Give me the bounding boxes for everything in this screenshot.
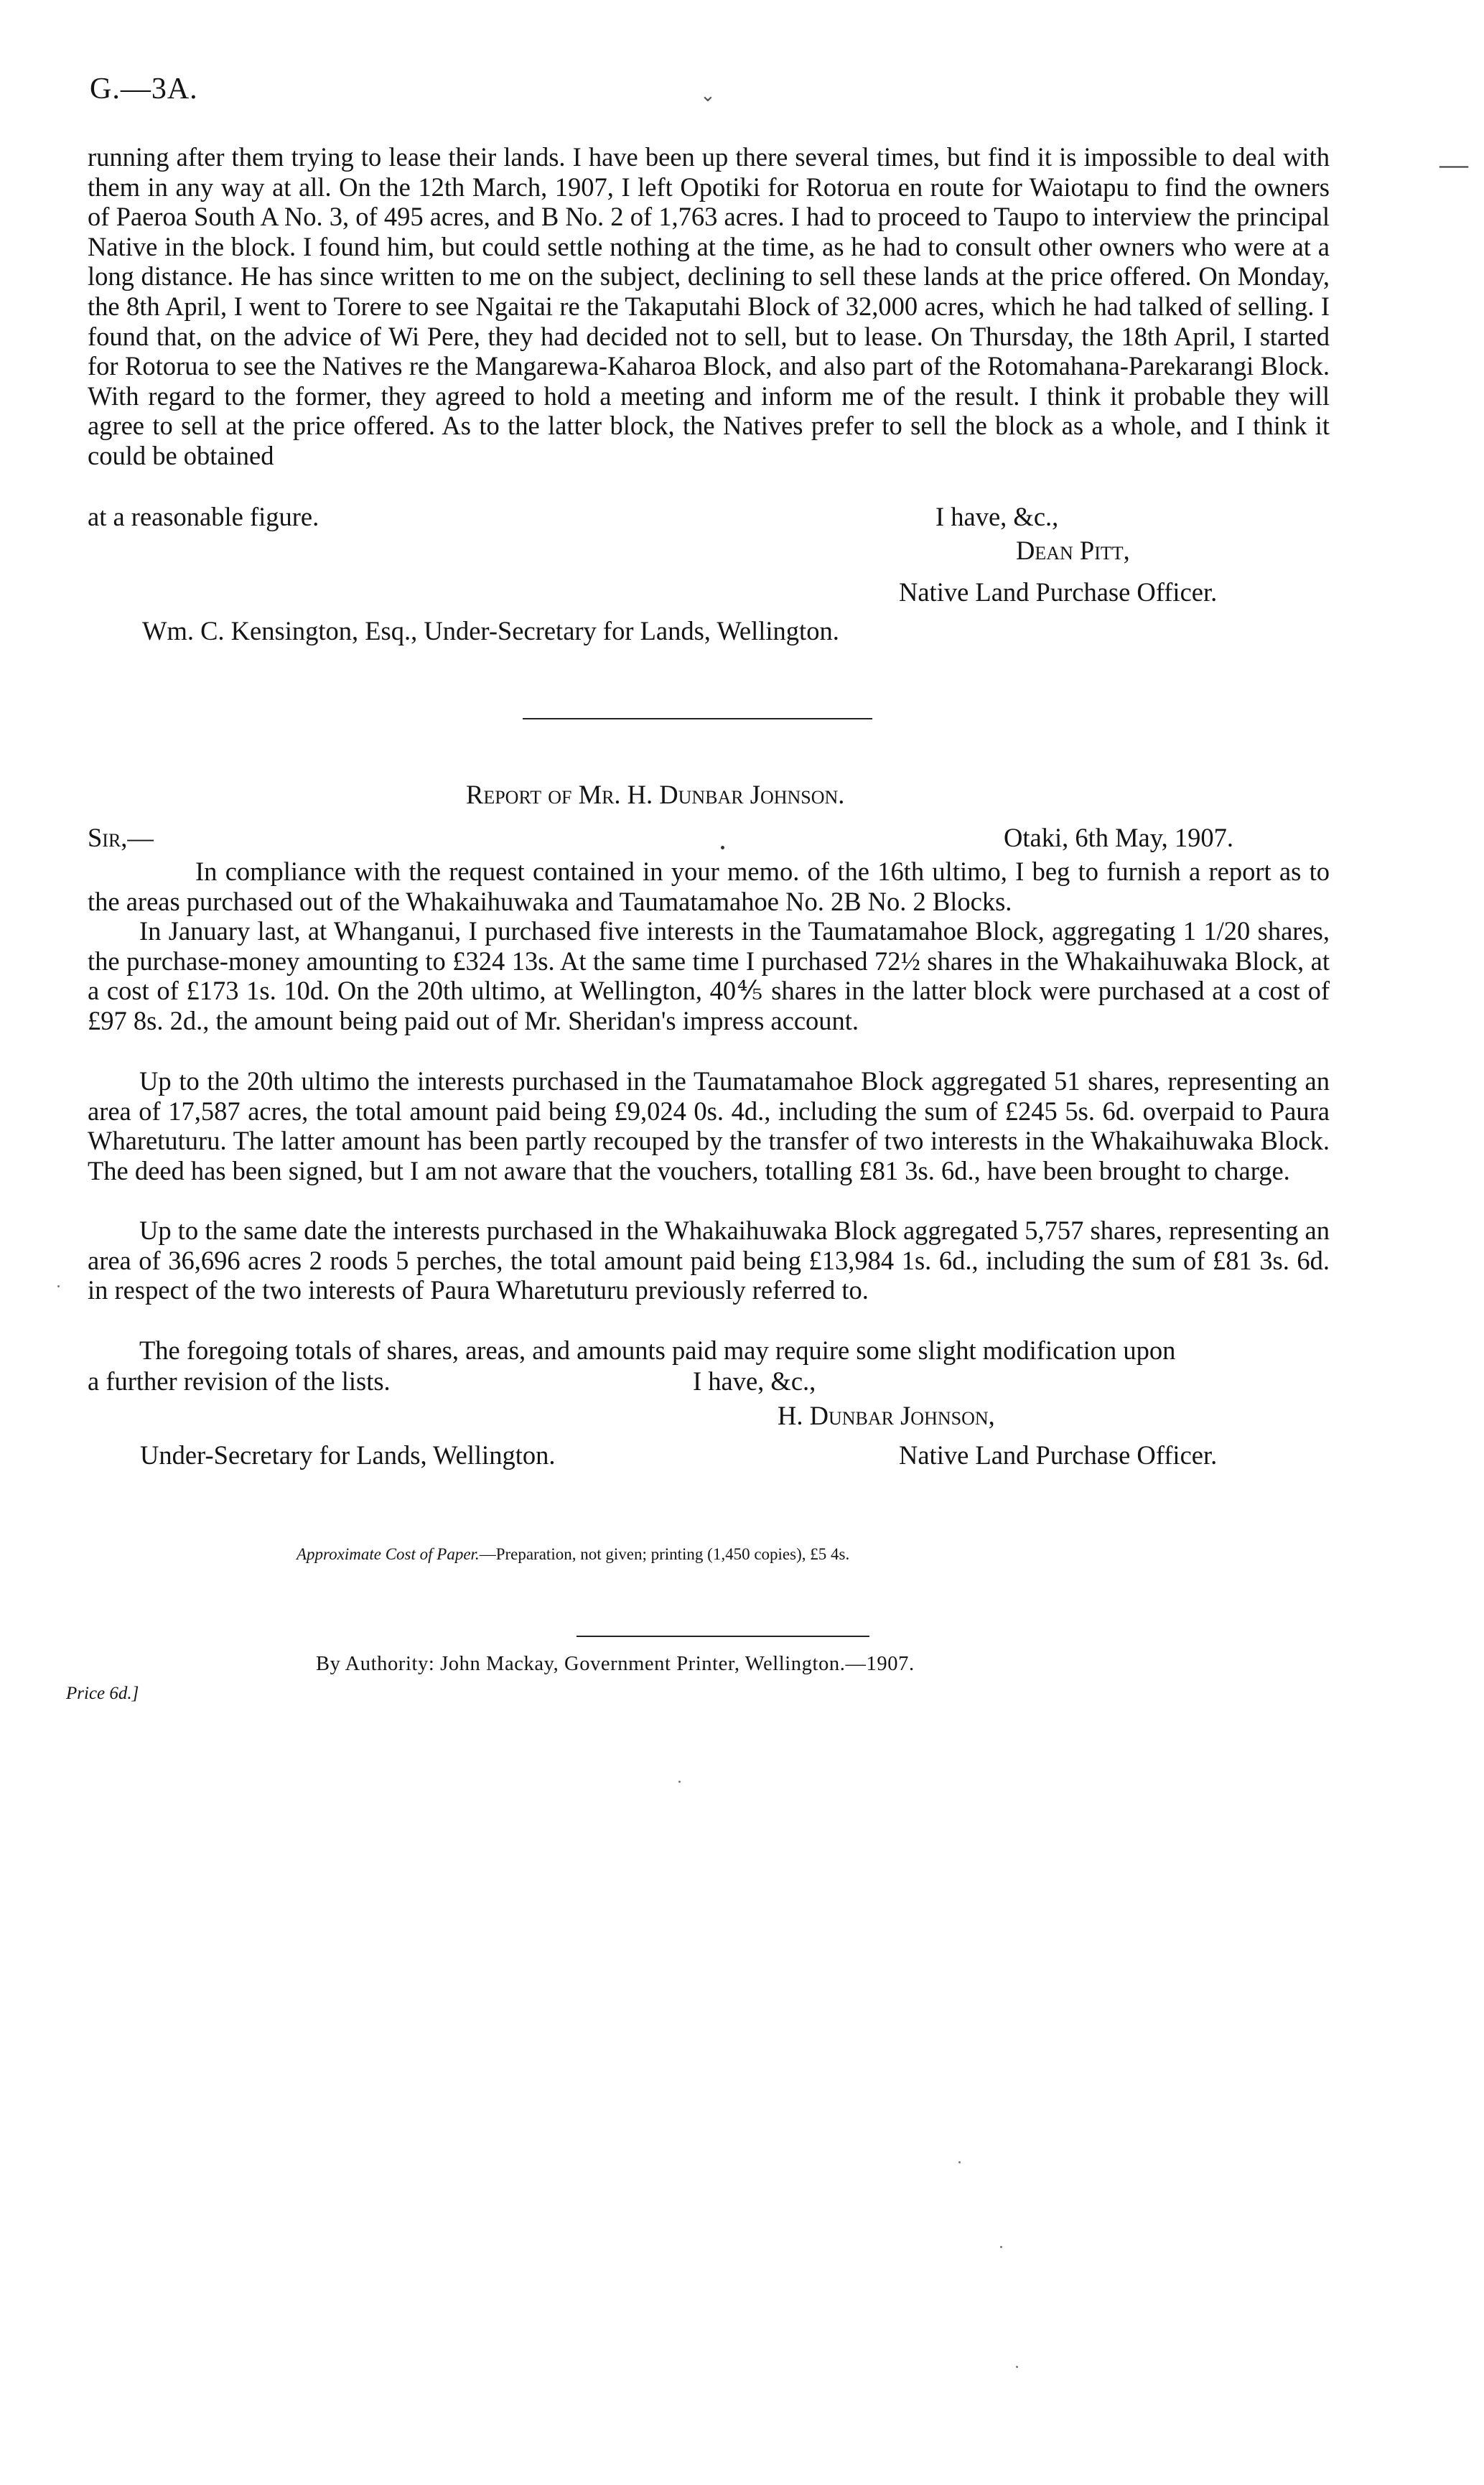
place-date: Otaki, 6th May, 1907. (1004, 823, 1234, 852)
scan-speck (721, 846, 724, 849)
page-code: G.—3A. (90, 73, 198, 106)
section-divider (523, 718, 872, 719)
letter-closing: I have, &c., (935, 502, 1059, 531)
report-addressee: Under-Secretary for Lands, Wellington. (140, 1440, 556, 1470)
scan-speck (678, 1781, 681, 1783)
scan-speck (958, 2161, 961, 2163)
stray-mark: ⌄ (700, 85, 716, 106)
paper-cost-note (297, 1535, 849, 1566)
report-paragraph-3: Up to the 20th ultimo the interests purchased in the Taumatamahoe Block aggregated 51 shares, representing an area of 17,587 acres, the total amount paid being £9,024 0s. 4d., including the sum of £245 5s. 6d. overpaid to Paura Wharetuturu. The latter amount has been partly recouped by the transfer of two interests in the Whakaihuwaka Block. The deed has been signed, but I am not aware that the vouchers, totalling £81 3s. 6d., have been brought to charge. (88, 1066, 1330, 1185)
scan-speck (57, 1285, 60, 1287)
authority-line: By Authority: John Mackay, Government Printer, Wellington.—1907. (316, 1653, 915, 1675)
letter-signatory: Dean Pitt, (1016, 536, 1130, 565)
report-signatory-title: Native Land Purchase Officer. (899, 1440, 1218, 1470)
paper-cost-text: —Preparation, not given; printing (1,450 copies), £5 4s. (479, 1545, 850, 1563)
price-label: Price 6d.] (66, 1684, 139, 1703)
report-heading: Report of Mr. H. Dunbar Johnson. (466, 780, 845, 809)
footer-divider (577, 1636, 869, 1637)
report-paragraph-2: In January last, at Whanganui, I purchased five interests in the Taumatamahoe Block, aggregating 1 1/20 shares, the purchase-money amounting to £324 13s. At the same time I purchased 72½ shares in the Whakaihuwaka Block, at a cost of £173 1s. 10d. On the 20th ultimo, at Wellington, 40⅘ shares in the latter block were purchased at a cost of £97 8s. 2d., the amount being paid out of Mr. Sheridan's impress account. (88, 916, 1330, 1035)
report-paragraph-4: Up to the same date the interests purchased in the Whakaihuwaka Block aggregated 5,757 shares, representing an area of 36,696 acres 2 roods 5 perches, the total amount paid being £13,984 1s. 6d., including the sum of £81 3s. 6d. in respect of the two interests of Paura Wharetuturu previously referred to. (88, 1216, 1330, 1305)
letter-addressee: Wm. C. Kensington, Esq., Under-Secretary for Lands, Wellington. (142, 616, 839, 645)
scan-speck (1000, 2246, 1002, 2248)
report-last-line: a further revision of the lists. (88, 1366, 391, 1396)
letter-last-line: at a reasonable figure. (88, 502, 319, 531)
margin-dash: — (1439, 148, 1468, 180)
letter-signatory-title: Native Land Purchase Officer. (899, 577, 1218, 607)
report-signatory: H. Dunbar Johnson, (778, 1401, 995, 1430)
scan-speck (1016, 2366, 1018, 2368)
report-closing: I have, &c., (693, 1366, 816, 1396)
paper-cost-label: Approximate Cost of Paper. (297, 1545, 480, 1563)
report-paragraph-5: The foregoing totals of shares, areas, and amounts paid may require some slight modification upon (139, 1335, 1176, 1365)
report-paragraph-1: In compliance with the request contained in your memo. of the 16th ultimo, I beg to furnish a report as to the areas purchased out of the Whakaihuwaka and Taumatamahoe No. 2B No. 2 Blocks. (88, 857, 1330, 916)
salutation: Sir,— (88, 823, 154, 852)
letter-body: running after them trying to lease their lands. I have been up there several times, but find it is impossible to deal with them in any way at all. On the 12th March, 1907, I left Opotiki for Rotorua en route for Waiotapu to find the owners of Paeroa South A No. 3, of 495 acres, and B No. 2 of 1,763 acres. I had to proceed to Taupo to interview the principal Native in the block. I found him, but could settle nothing at the time, as he had to consult other owners who were at a long distance. He has since written to me on the subject, declining to sell these lands at the price offered. On Monday, the 8th April, I went to Torere to see Ngaitai re the Takaputahi Block of 32,000 acres, which he had talked of selling. I found that, on the advice of Wi Pere, they had decided not to sell, but to lease. On Thursday, the 18th April, I started for Rotorua to see the Natives re the Mangarewa-Kaharoa Block, and also part of the Rotomahana-Parekarangi Block. With regard to the former, they agreed to hold a meeting and inform me of the result. I think it probable they will agree to sell at the price offered. As to the latter block, the Natives prefer to sell the block as a whole, and I think it could be obtained (88, 142, 1330, 470)
